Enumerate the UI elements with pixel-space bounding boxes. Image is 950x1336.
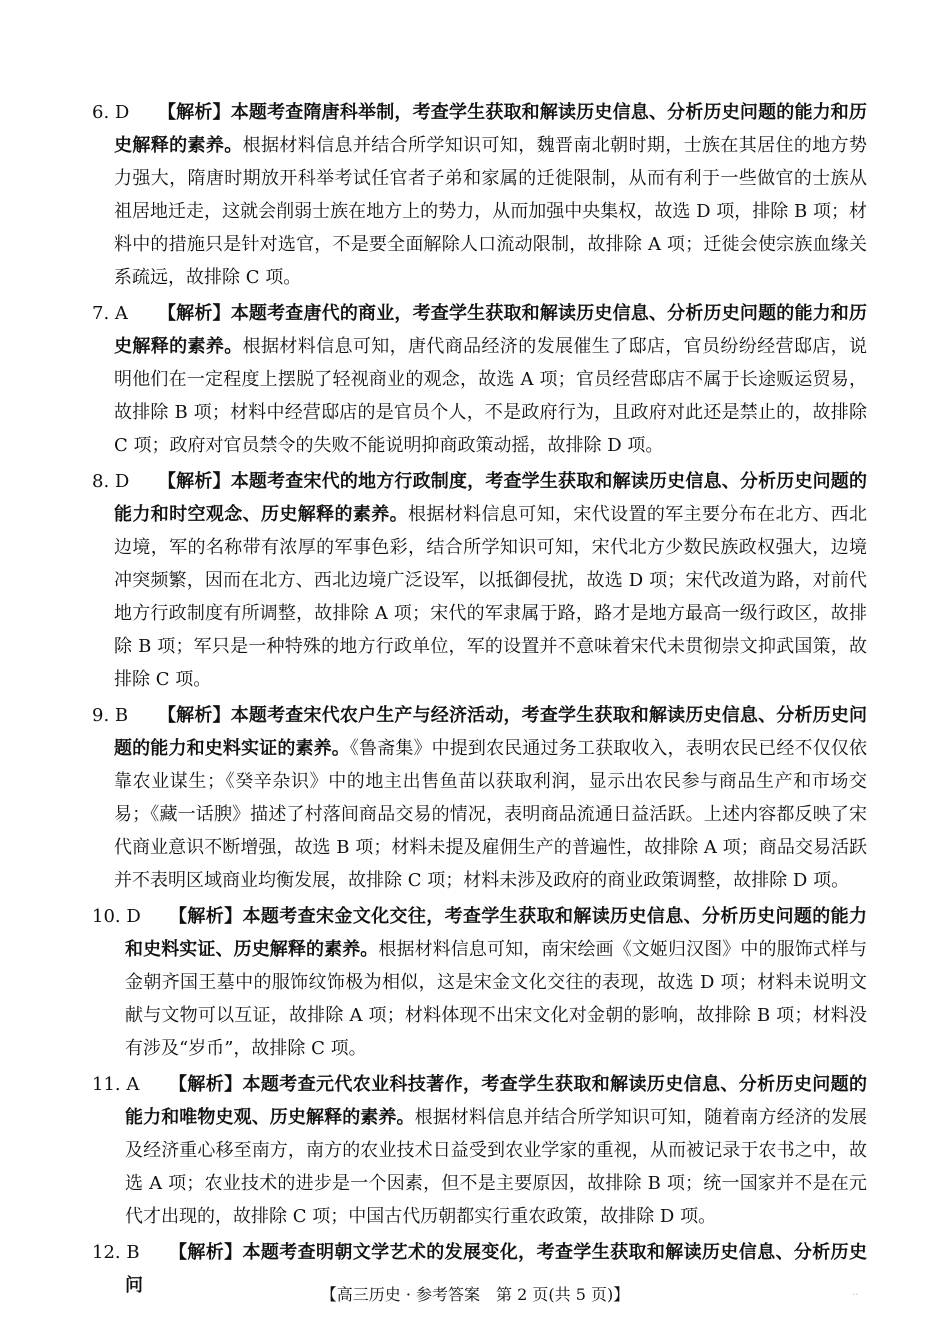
corner-mark: ·· <box>852 1290 859 1301</box>
answer-content <box>92 96 867 1305</box>
answer-item-8 <box>92 465 867 696</box>
answer-item-6 <box>92 96 867 294</box>
answer-number: 11. A <box>92 1074 140 1095</box>
page-footer: 【高三历史 · 参考答案 第 2 页(共 5 页)】 <box>320 1285 630 1304</box>
answer-item-10 <box>92 900 867 1065</box>
answer-body <box>114 297 867 462</box>
answer-number: 7. A <box>92 303 128 324</box>
answer-item-9 <box>92 699 867 897</box>
answer-body <box>114 96 867 294</box>
analysis-heading: 【解析】本题考查宋金文化交往，考查学生获取和解读历史信息、分析历史问题的能力和史料实证、历史解释的素养。 <box>125 906 867 960</box>
analysis-text: 根据材料信息可知，唐代商品经济的发展催生了邸店，官员纷纷经营邸店，说明他们在一定程度上摆脱了轻视商业的观念，故选 A 项；官员经营邸店不属于长途贩运贸易，故排除 B 项；材料中经营邸店的是官员个人，不是政府行为，且政府对此还是禁止的，故排除 C 项；政府对官员禁令的失败不能说明抑商政策动摇，故排除 D 项。 <box>114 336 867 456</box>
analysis-heading: 【解析】本题考查唐代的商业，考查学生获取和解读历史信息、分析历史问题的能力和历史解释的素养。 <box>114 303 867 357</box>
answer-item-7 <box>92 297 867 462</box>
analysis-heading: 【解析】本题考查宋代农户生产与经济活动，考查学生获取和解读历史信息、分析历史问题的能力和史料实证的素养。 <box>114 705 867 759</box>
analysis-text: 根据材料信息并结合所学知识可知，随着南方经济的发展及经济重心移至南方，南方的农业技术日益受到农业学家的重视，从而被记录于农书之中，故选 A 项；农业技术的进步是一个因素，但不是主要原因，故排除 B 项；统一国家并不是在元代才出现的，故排除 C 项；中国古代历朝都实行重农政策，故排除 D 项。 <box>125 1107 868 1227</box>
answer-body <box>125 1068 867 1233</box>
answer-number: 8. D <box>92 471 130 492</box>
answer-number: 6. D <box>92 102 130 123</box>
analysis-text: 根据材料信息可知，南宋绘画《文姬归汉图》中的服饰式样与金朝齐国王墓中的服饰纹饰极为相似，这是宋金文化交往的表现，故选 D 项；材料未说明文献与文物可以互证，故排除 A 项；材料体现不出宋文化对金朝的影响，故排除 B 项；材料没有涉及“岁币”，故排除 C 项。 <box>125 939 868 1059</box>
analysis-text: 根据材料信息可知，宋代设置的军主要分布在北方、西北边境，军的名称带有浓厚的军事色彩，结合所学知识可知，宋代北方少数民族政权强大，边境冲突频繁，因而在北方、西北边境广泛设军，以抵御侵扰，故选 D 项；宋代改道为路，对前代地方行政制度有所调整，故排除 A 项；宋代的军隶属于路，路才是地方最高一级行政区，故排除 B 项；军只是一种特殊的地方行政单位，军的设置并不意味着宋代未贯彻崇文抑武国策，故排除 C 项。 <box>114 504 867 690</box>
analysis-text: 《鲁斋集》中提到农民通过务工获取收入，表明农民已经不仅仅依靠农业谋生；《癸辛杂识》中的地主出售鱼苗以获取利润，显示出农民参与商品生产和市场交易；《藏一话腴》描述了村落间商品交易的情况，表明商品流通日益活跃。上述内容都反映了宋代商业意识不断增强，故选 B 项；材料未提及雇佣生产的普遍性，故排除 A 项；商品交易活跃并不表明区域商业均衡发展，故排除 C 项；材料未涉及政府的商业政策调整，故排除 D 项。 <box>114 738 868 891</box>
answer-number: 12. B <box>92 1242 140 1263</box>
answer-number: 9. B <box>92 705 129 726</box>
analysis-heading: 【解析】本题考查隋唐科举制，考查学生获取和解读历史信息、分析历史问题的能力和历史解释的素养。 <box>114 102 867 156</box>
analysis-heading: 【解析】本题考查宋代的地方行政制度，考查学生获取和解读历史信息、分析历史问题的能力和时空观念、历史解释的素养。 <box>114 471 867 525</box>
answer-body <box>114 699 867 897</box>
answer-body <box>114 465 867 696</box>
analysis-heading: 【解析】本题考查元代农业科技著作，考查学生获取和解读历史信息、分析历史问题的能力和唯物史观、历史解释的素养。 <box>125 1074 867 1128</box>
answer-item-11 <box>92 1068 867 1233</box>
answer-body <box>125 900 867 1065</box>
analysis-heading: 【解析】本题考查明朝文学艺术的发展变化，考查学生获取和解读历史信息、分析历史问 <box>125 1242 867 1296</box>
answer-number: 10. D <box>92 906 141 927</box>
analysis-text: 根据材料信息并结合所学知识可知，魏晋南北朝时期，士族在其居住的地方势力强大，隋唐时期放开科举考试任官者子弟和家属的迁徙限制，从而有利于一些做官的士族从祖居地迁走，这就会削弱士族在地方上的势力，从而加强中央集权，故选 D 项，排除 B 项；材料中的措施只是针对选官，不是要全面解除人口流动限制，故排除 A 项；迁徙会使宗族血缘关系疏远，故排除 C 项。 <box>114 135 867 288</box>
